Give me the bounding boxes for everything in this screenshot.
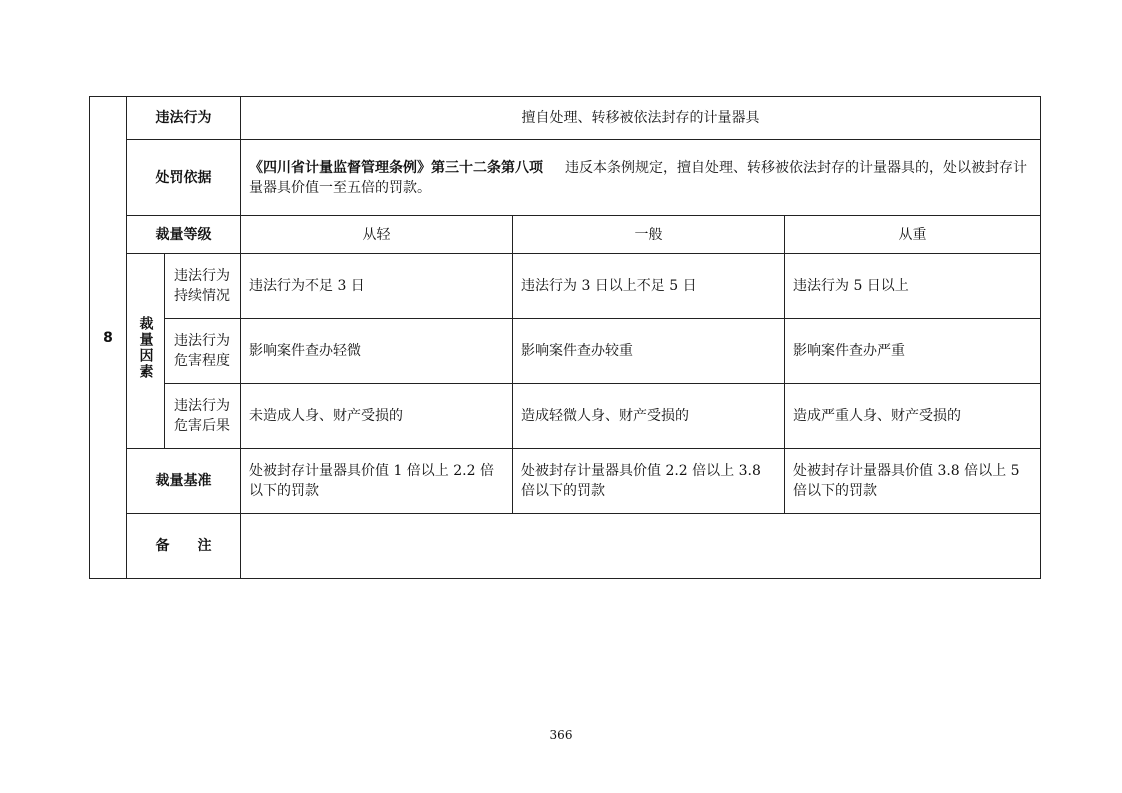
factor-harm-degree-name-line2: 危害程度 xyxy=(174,353,230,369)
remarks-text xyxy=(241,514,1041,579)
baseline-severe: 处被封存计量器具价值 3.8 倍以上 5 倍以下的罚款 xyxy=(785,449,1041,514)
factor-consequence-name-line1: 违法行为 xyxy=(174,398,230,414)
baseline-label: 裁量基准 xyxy=(127,449,241,514)
factor-consequence-severe: 造成严重人身、财产受损的 xyxy=(785,384,1041,449)
factor-duration-name-line2: 持续情况 xyxy=(174,288,230,304)
factor-consequence-name xyxy=(165,384,241,449)
factor-harm-degree-name xyxy=(165,319,241,384)
level-general: 一般 xyxy=(513,216,785,254)
factor-duration-general: 违法行为 3 日以上不足 5 日 xyxy=(513,254,785,319)
penalty-basis-text: 违反本条例规定，擅自处理、转移被依法封存的计量器具的，处以被封存计量器具价值一至五倍的罚款。 xyxy=(249,159,1027,196)
page-number: 366 xyxy=(549,728,573,742)
baseline-lenient: 处被封存计量器具价值 1 倍以上 2.2 倍以下的罚款 xyxy=(241,449,513,514)
baseline-general: 处被封存计量器具价值 2.2 倍以上 3.8 倍以下的罚款 xyxy=(513,449,785,514)
factor-duration-name-line1: 违法行为 xyxy=(174,268,230,284)
factor-consequence-name-line2: 危害后果 xyxy=(174,418,230,434)
penalty-basis-label: 处罚依据 xyxy=(127,140,241,216)
factor-harm-degree-name-line1: 违法行为 xyxy=(174,333,230,349)
level-lenient: 从轻 xyxy=(241,216,513,254)
penalty-discretion-table xyxy=(89,96,1041,579)
factor-consequence-lenient: 未造成人身、财产受损的 xyxy=(241,384,513,449)
factor-consequence-general: 造成轻微人身、财产受损的 xyxy=(513,384,785,449)
levels-label: 裁量等级 xyxy=(127,216,241,254)
factor-harm-degree-severe: 影响案件查办严重 xyxy=(785,319,1041,384)
factor-duration-severe: 违法行为 5 日以上 xyxy=(785,254,1041,319)
level-severe: 从重 xyxy=(785,216,1041,254)
penalty-basis-cell xyxy=(241,140,1041,216)
remarks-label-char2: 注 xyxy=(197,538,212,554)
remarks-label-char1: 备 xyxy=(155,538,170,554)
violation-text: 擅自处理、转移被依法封存的计量器具 xyxy=(241,97,1041,140)
factors-label-cell xyxy=(127,254,165,449)
penalty-basis-law: 《四川省计量监督管理条例》第三十二条第八项 xyxy=(249,159,543,176)
violation-label: 违法行为 xyxy=(127,97,241,140)
factor-harm-degree-general: 影响案件查办较重 xyxy=(513,319,785,384)
item-number: 8 xyxy=(90,97,127,579)
factor-duration-name xyxy=(165,254,241,319)
factor-duration-lenient: 违法行为不足 3 日 xyxy=(241,254,513,319)
factors-label: 裁量因素 xyxy=(137,316,154,380)
factor-harm-degree-lenient: 影响案件查办轻微 xyxy=(241,319,513,384)
remarks-label xyxy=(127,514,241,579)
